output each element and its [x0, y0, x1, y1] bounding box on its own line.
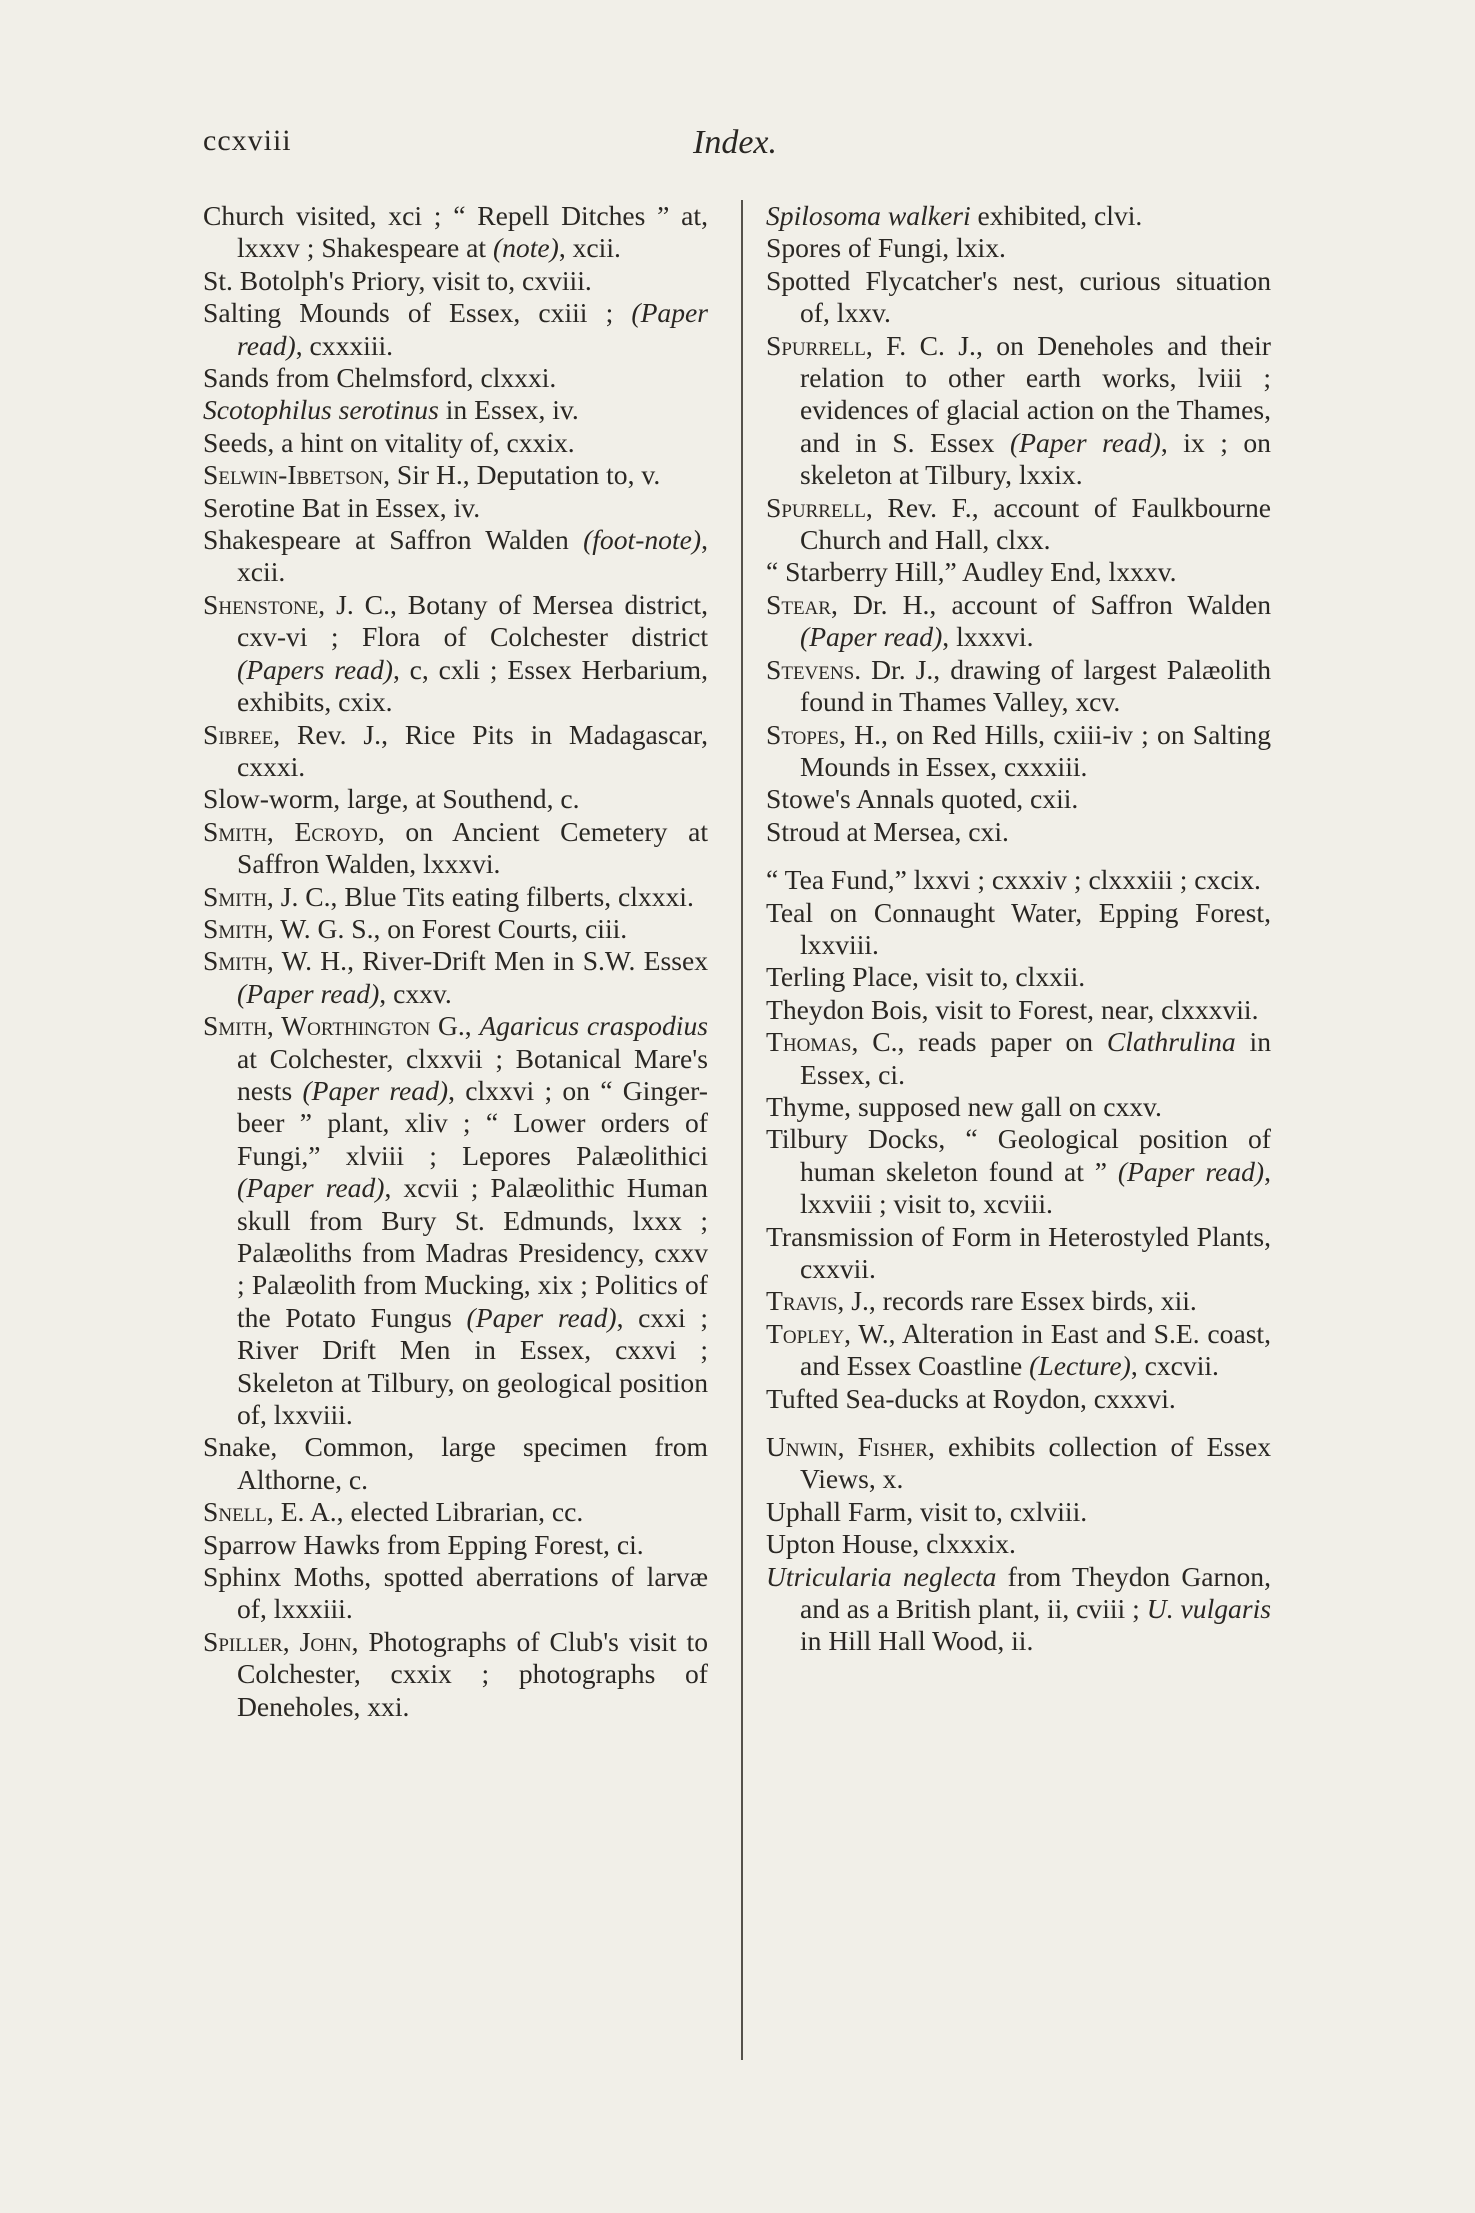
index-entry — [203, 362, 708, 394]
entry-text: , cxcvii. — [1130, 1350, 1219, 1382]
entry-name: Smith — [203, 880, 267, 912]
entry-text: Spores of Fungi, lxix. — [766, 232, 1006, 264]
entry-italic-text: (Paper read) — [800, 621, 943, 653]
index-entry — [203, 427, 708, 459]
entry-text: , Photographs of Club's visit to Colchester, cxxix ; photographs of Deneholes, xxi. — [237, 1625, 708, 1722]
index-entry — [203, 297, 708, 362]
index-column-right — [766, 200, 1271, 1658]
entry-name: Smith — [203, 912, 267, 944]
index-entry — [203, 394, 708, 426]
index-entry — [766, 1318, 1271, 1383]
entry-text: Sphinx Moths, spotted aberrations of larvæ of, lxxxiii. — [203, 1561, 708, 1625]
page-number: ccxviii — [203, 124, 292, 157]
entry-italic-text: U. vulgaris — [1146, 1593, 1271, 1625]
entry-text: from Theydon Garnon, and as a British plant, ii, cviii ; — [800, 1560, 1272, 1625]
entry-text: Snake, Common, large specimen from Althorne, c. — [203, 1431, 708, 1495]
entry-text: , clxxvi ; on “ Ginger-beer ” plant, xliv ; “ Lower orders of Fungi,” xlviii ; Lepores Palæolithici — [237, 1074, 708, 1171]
index-entry — [203, 1010, 708, 1431]
index-entry — [203, 200, 708, 265]
entry-name: Topley — [766, 1317, 845, 1349]
index-entry — [203, 1626, 708, 1723]
index-entry — [766, 961, 1271, 993]
index-entry — [766, 1496, 1271, 1528]
entry-italic-text: (Lecture) — [1029, 1350, 1131, 1382]
entry-text: , J. C., Blue Tits eating filberts, clxxxi. — [266, 880, 694, 912]
entry-text: in Essex, iv. — [438, 394, 579, 426]
index-column-left — [203, 200, 708, 1723]
entry-name: Thomas — [766, 1026, 852, 1058]
index-entry — [766, 330, 1271, 492]
entry-text: , C., reads paper on — [851, 1026, 1107, 1058]
entry-text: Salting Mounds of Essex, cxiii ; — [203, 297, 632, 329]
entry-text: , W., Alteration in East and S.E. coast, and Essex Coastline — [800, 1317, 1271, 1382]
index-entry — [203, 913, 708, 945]
index-entry — [203, 719, 708, 784]
entry-name: Unwin, Fisher — [766, 1431, 928, 1463]
entry-text: Seeds, a hint on vitality of, cxxix. — [203, 426, 575, 458]
entry-italic-text: (Paper read) — [237, 1172, 385, 1204]
entry-italic-text: Clathrulina — [1106, 1026, 1236, 1058]
entry-text: Shakespeare at Saffron Walden — [203, 524, 584, 556]
running-title: Index. — [693, 124, 778, 161]
entry-name: Spiller, John — [203, 1625, 352, 1657]
entry-name: Stevens — [766, 653, 855, 685]
entry-name: Sibree — [203, 718, 274, 750]
entry-name: Selwin-Ibbetson — [203, 459, 384, 491]
entry-text: , Sir H., Deputation to, v. — [383, 459, 661, 491]
entry-name: Stear — [766, 588, 831, 620]
index-entry — [766, 1221, 1271, 1286]
entry-text: , lxxxvi. — [942, 621, 1034, 653]
index-entry — [766, 719, 1271, 784]
entry-italic-text: (Paper read) — [237, 297, 708, 361]
entry-name: Shenstone — [203, 588, 319, 620]
entry-text: , W. G. S., on Forest Courts, ciii. — [266, 912, 628, 944]
index-entry — [766, 994, 1271, 1026]
index-entry — [766, 232, 1271, 264]
entry-name: Travis — [766, 1285, 838, 1317]
column-divider — [741, 200, 743, 2060]
index-entry — [766, 492, 1271, 557]
entry-text: Tufted Sea-ducks at Roydon, cxxxvi. — [766, 1382, 1176, 1414]
entry-text: Upton House, clxxxix. — [766, 1528, 1016, 1560]
index-entry — [766, 654, 1271, 719]
entry-name: Spurrell — [766, 491, 866, 523]
entry-text: Church visited, xci ; “ Repell Ditches ” at, lxxxv ; Shakespeare at — [203, 200, 708, 264]
index-entry — [766, 1123, 1271, 1220]
entry-text: Slow-worm, large, at Southend, c. — [203, 783, 580, 815]
index-entry — [766, 1561, 1271, 1658]
entry-text: , Rev. F., account of Faulkbourne Church and Hall, clxx. — [800, 491, 1271, 556]
index-entry — [766, 1026, 1271, 1091]
entry-italic-text: (Paper read) — [237, 977, 380, 1009]
entry-name: Smith, Worthington — [203, 1010, 431, 1042]
index-entry — [766, 1383, 1271, 1415]
index-entry — [203, 1529, 708, 1561]
entry-text: , lxxviii ; visit to, xcviii. — [800, 1155, 1271, 1220]
entry-text: , cxxxiii. — [295, 329, 394, 361]
index-entry — [203, 881, 708, 913]
index-entry — [203, 1561, 708, 1626]
entry-text: G., — [430, 1010, 480, 1042]
entry-text: Sparrow Hawks from Epping Forest, ci. — [203, 1528, 644, 1560]
entry-italic-text: (note) — [492, 232, 559, 264]
entry-text: , Dr. H., account of Saffron Walden — [830, 588, 1271, 620]
index-entry — [766, 1431, 1271, 1496]
index-entry — [766, 589, 1271, 654]
index-entry — [203, 816, 708, 881]
entry-text: Spotted Flycatcher's nest, curious situation of, lxxv. — [766, 264, 1271, 329]
entry-text: Serotine Bat in Essex, iv. — [203, 491, 481, 523]
index-entry — [203, 589, 708, 719]
entry-text: exhibited, clvi. — [970, 200, 1143, 231]
entry-italic-text: (Papers read) — [237, 653, 393, 685]
entry-text: in Essex, ci. — [800, 1026, 1271, 1090]
entry-text: . Dr. J., drawing of largest Palæolith found in Thames Valley, xcv. — [800, 653, 1271, 718]
entry-text: Stowe's Annals quoted, cxii. — [766, 783, 1079, 815]
entry-text: “ Tea Fund,” lxxvi ; cxxxiv ; clxxxiii ; cxcix. — [766, 864, 1261, 896]
entry-text: Teal on Connaught Water, Epping Forest, lxxviii. — [766, 896, 1271, 960]
index-entry — [766, 1528, 1271, 1560]
entry-italic-text: Spilosoma walkeri — [766, 200, 971, 231]
entry-text: Theydon Bois, visit to Forest, near, clxxxvii. — [766, 993, 1259, 1025]
entry-text: , W. H., River-Drift Men in S.W. Essex — [266, 945, 708, 977]
index-entry — [203, 945, 708, 1010]
index-entry — [203, 1496, 708, 1528]
index-entry — [203, 492, 708, 524]
index-entry — [203, 783, 708, 815]
entry-text: , ix ; on skeleton at Tilbury, lxxix. — [800, 426, 1271, 491]
entry-text: St. Botolph's Priory, visit to, cxviii. — [203, 264, 592, 296]
entry-text: Stroud at Mersea, cxi. — [766, 815, 1009, 847]
entry-text: , H., on Red Hills, cxiii-iv ; on Salting Mounds in Essex, cxxxiii. — [800, 718, 1271, 782]
entry-text: , cxxi ; River Drift Men in Essex, cxxvi ; Skeleton at Tilbury, on geological position of, lxxviii. — [237, 1301, 708, 1431]
entry-name: Smith — [203, 945, 267, 977]
entry-text: in Hill Hall Wood, ii. — [800, 1625, 1034, 1657]
index-entry — [766, 1285, 1271, 1317]
entry-text: , J. C., Botany of Mersea district, cxv-vi ; Flora of Colchester district — [237, 588, 708, 653]
entry-text: , exhibits collection of Essex Views, x. — [800, 1431, 1272, 1495]
entry-text: Transmission of Form in Heterostyled Plants, cxxvii. — [766, 1220, 1271, 1284]
index-entry — [766, 897, 1271, 962]
entry-text: , F. C. J., on Deneholes and their relation to other earth works, lviii ; evidences of glacial action on the Thames, and in S. Essex — [800, 329, 1271, 458]
page-header — [203, 124, 1273, 174]
entry-text: , xcvii ; Palæolithic Human skull from Bury St. Edmunds, lxxx ; Palæoliths from Madras Presidency, cxxv ; Palæolith from Mucking, xix ; Politics of the Potato Fungus — [237, 1172, 708, 1333]
index-entry — [766, 1091, 1271, 1123]
index-entry — [203, 524, 708, 589]
entry-italic-text: Scotophilus serotinus — [203, 394, 439, 426]
entry-italic-text: Agaricus craspodius — [479, 1010, 708, 1042]
entry-italic-text: (Paper read) — [466, 1301, 617, 1333]
entry-italic-text: (Paper read) — [1117, 1155, 1265, 1187]
index-entry — [766, 816, 1271, 848]
index-entry — [766, 200, 1271, 232]
entry-name: Snell — [203, 1496, 267, 1528]
entry-text: , J., records rare Essex birds, xii. — [837, 1285, 1197, 1317]
entry-italic-text: Utricularia neglecta — [766, 1560, 997, 1592]
entry-text: at Colchester, clxxvii ; Botanical Mare's nests — [237, 1042, 708, 1106]
entry-text: Thyme, supposed new gall on cxxv. — [766, 1090, 1162, 1122]
entry-text: , Rev. J., Rice Pits in Madagascar, cxxxi. — [237, 718, 708, 782]
entry-text: Tilbury Docks, “ Geological position of human skeleton found at ” — [766, 1123, 1271, 1187]
entry-text: , xcii. — [237, 524, 708, 588]
index-entry — [766, 783, 1271, 815]
index-entry — [766, 864, 1271, 896]
entry-text: “ Starberry Hill,” Audley End, lxxxv. — [766, 556, 1177, 588]
entry-italic-text: (Paper read) — [1009, 426, 1161, 458]
entry-text: , xcii. — [558, 232, 621, 264]
entry-italic-text: (foot-note) — [583, 524, 702, 556]
entry-text: , c, cxli ; Essex Herbarium, exhibits, cxix. — [237, 653, 708, 718]
entry-text: Uphall Farm, visit to, cxlviii. — [766, 1495, 1088, 1527]
entry-name: Spurrell — [766, 329, 866, 361]
index-entry — [766, 556, 1271, 588]
entry-text: , E. A., elected Librarian, cc. — [266, 1496, 584, 1528]
index-entry — [203, 459, 708, 491]
entry-name: Smith, Ecroyd — [203, 815, 378, 847]
index-entry — [766, 265, 1271, 330]
index-entry — [203, 265, 708, 297]
entry-text: , cxxv. — [379, 977, 452, 1009]
entry-italic-text: (Paper read) — [302, 1074, 449, 1106]
index-entry — [203, 1431, 708, 1496]
entry-name: Stopes — [766, 718, 840, 750]
entry-text: Sands from Chelmsford, clxxxi. — [203, 362, 557, 394]
entry-text: Terling Place, visit to, clxxii. — [766, 961, 1086, 993]
entry-text: , on Ancient Cemetery at Saffron Walden, lxxxvi. — [237, 815, 708, 880]
